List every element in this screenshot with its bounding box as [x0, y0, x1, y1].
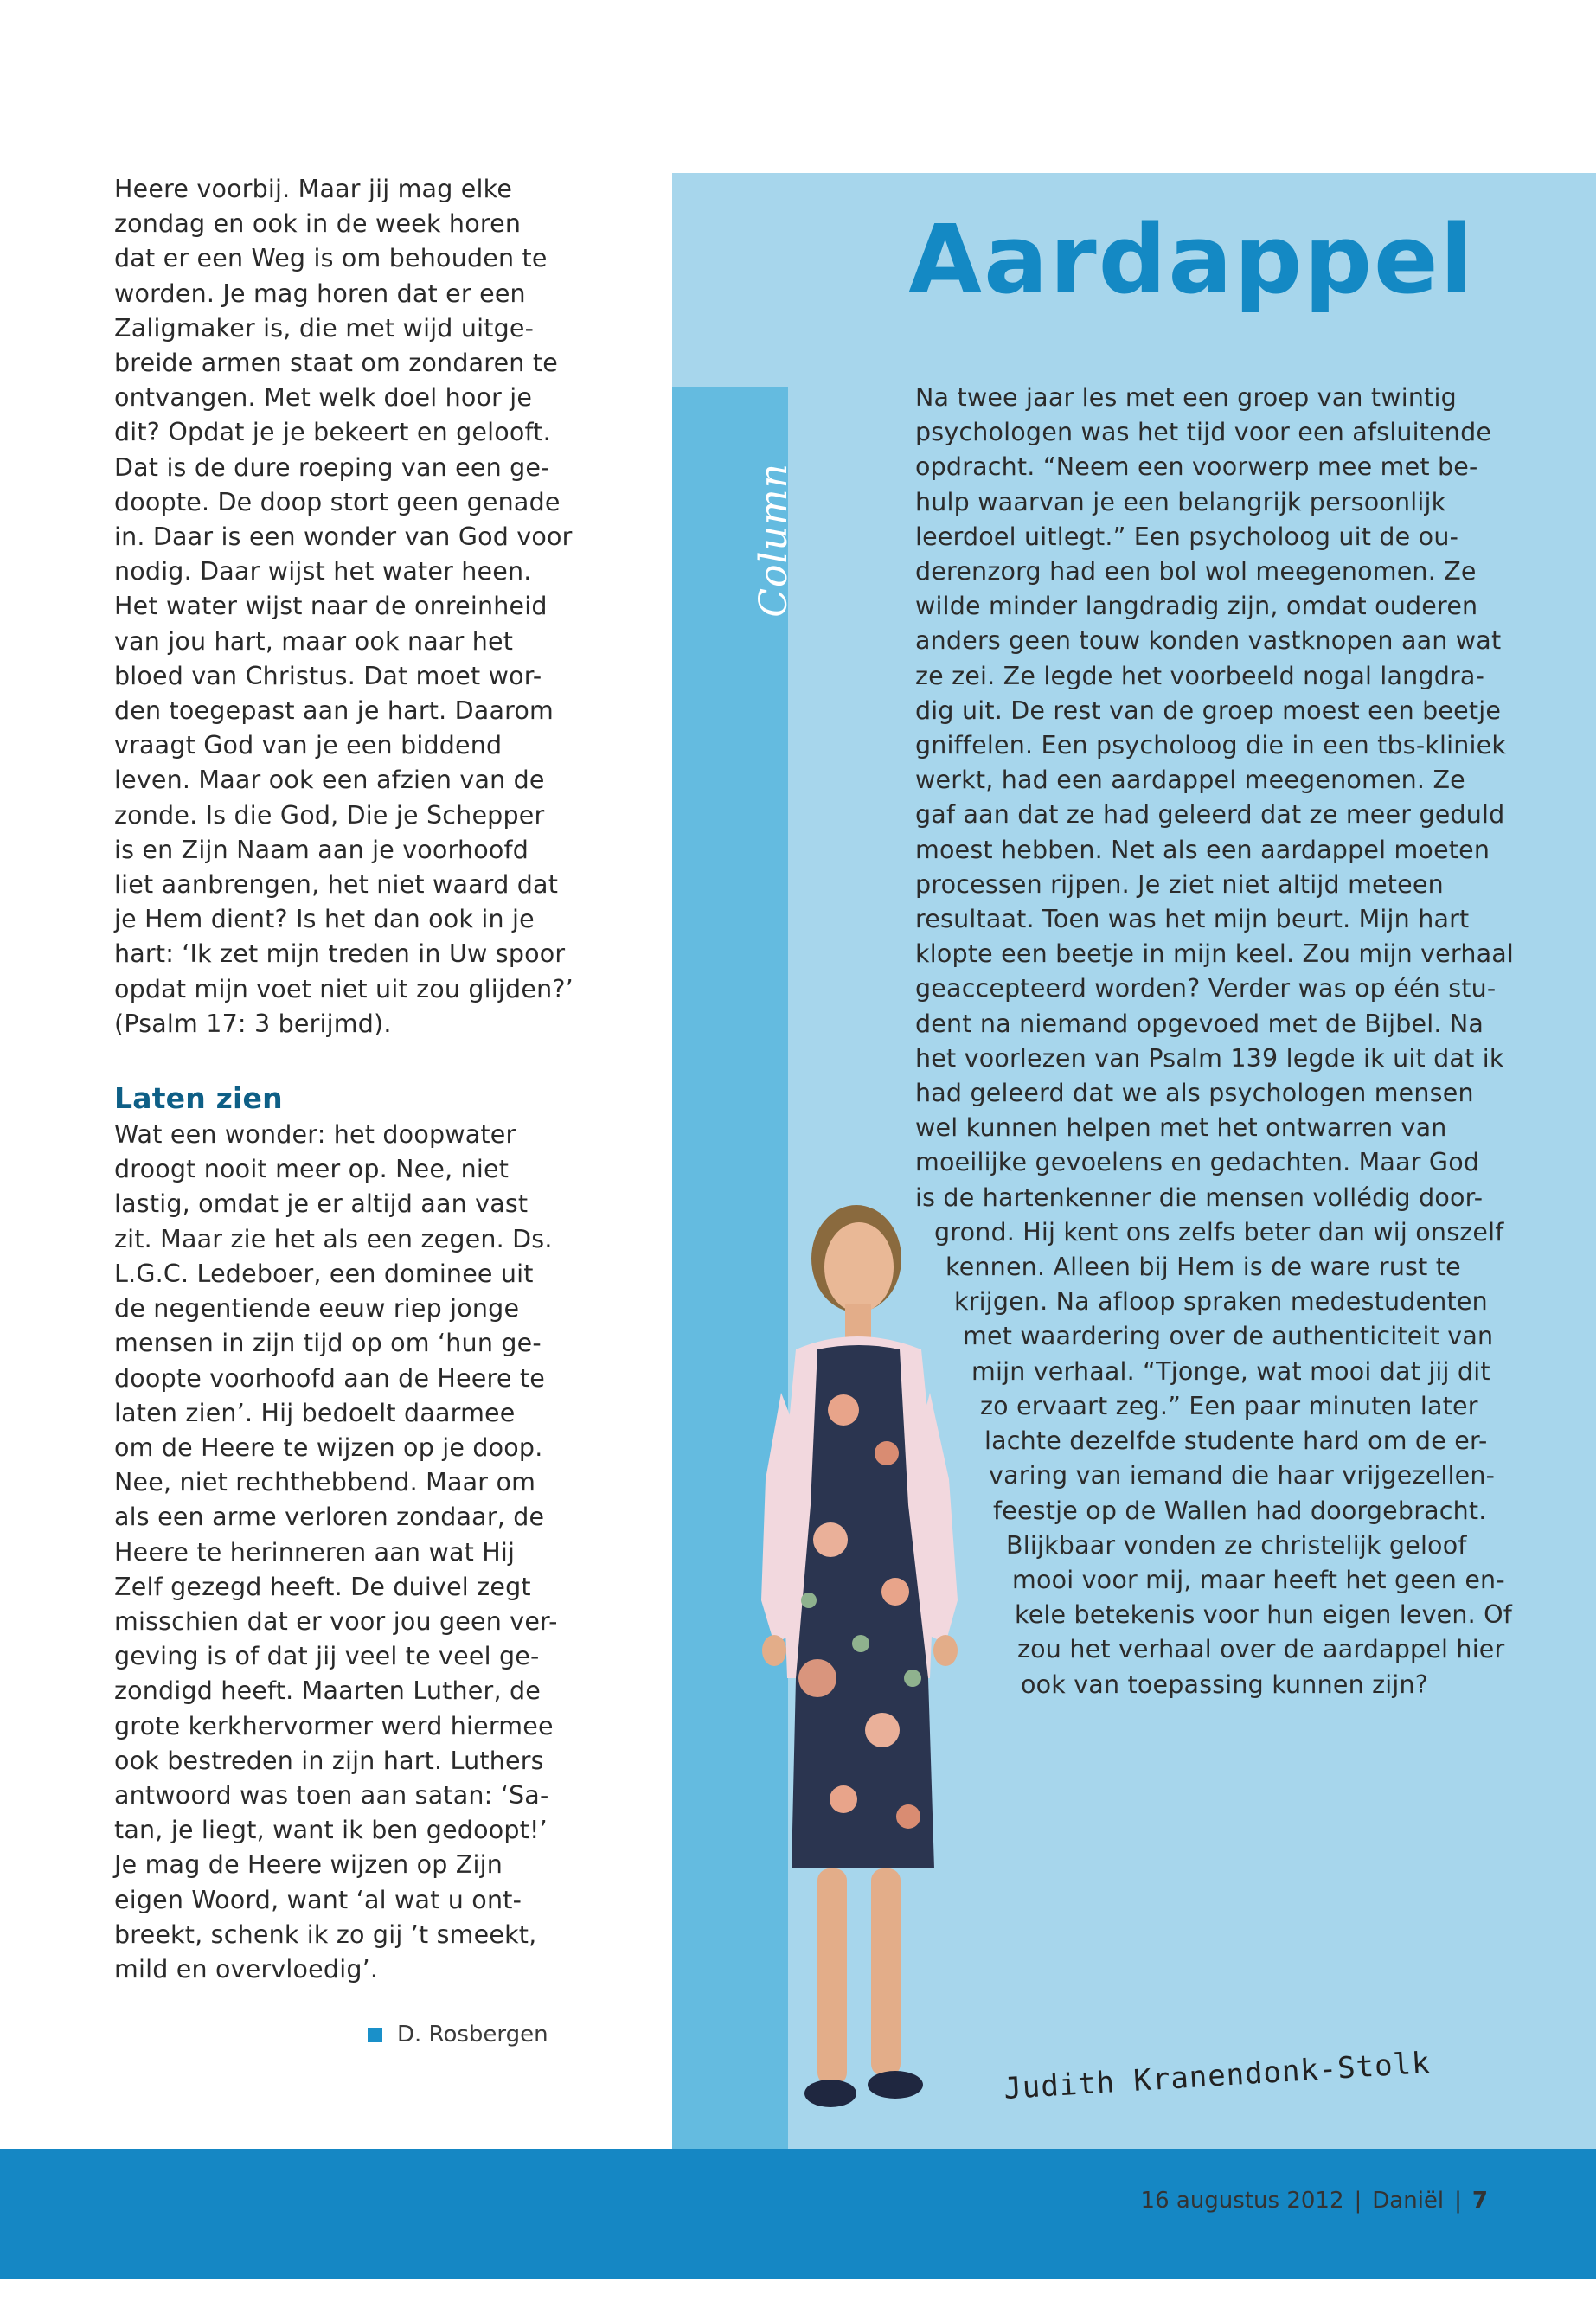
column-text-line: zou het verhaal over de aardappel hier — [1017, 1635, 1505, 1664]
left-text-line: om de Heere te wijzen op je doop. — [114, 1433, 543, 1462]
left-text-line: je Hem dient? Is het dan ook in je — [114, 905, 535, 934]
left-text-line: L.G.C. Ledeboer, een dominee uit — [114, 1259, 534, 1288]
column-text-line: processen rijpen. Je ziet niet altijd meteen — [915, 869, 1444, 899]
author-credit — [368, 2022, 548, 2048]
left-text-line: breide armen staat om zondaren te — [114, 349, 558, 378]
left-text-line: den toegepast aan je hart. Daarom — [114, 696, 554, 726]
left-text-line: mensen in zijn tijd op om ‘hun ge- — [114, 1329, 542, 1358]
column-text-line: lachte dezelfde studente hard om de er- — [984, 1426, 1488, 1456]
column-text-line: met waardering over de authenticiteit van — [963, 1322, 1494, 1351]
left-text-line: zondigd heeft. Maarten Luther, de — [114, 1676, 542, 1706]
left-text-line: ontvangen. Met welk doel hoor je — [114, 383, 533, 413]
left-text-line: antwoord was toen aan satan: ‘Sa- — [114, 1780, 549, 1810]
column-text-line: ze zei. Ze legde het voorbeeld nogal langdra- — [915, 661, 1485, 690]
left-text-line: Heere voorbij. Maar jij mag elke — [114, 175, 513, 203]
footer-separator-1: | — [1354, 2188, 1362, 2214]
left-text-line: tan, je liegt, want ik ben gedoopt!’ — [114, 1816, 548, 1845]
column-text-line: gaf aan dat ze had geleerd dat ze meer geduld — [915, 800, 1505, 830]
left-text-line: Het water wijst naar de onreinheid — [114, 592, 548, 621]
column-text-line: anders geen touw konden vastknopen aan wat — [915, 626, 1502, 656]
column-text-line: Blijkbaar vonden ze christelijk geloof — [1006, 1530, 1467, 1560]
left-text-line: Je mag de Heere wijzen op Zijn — [114, 1850, 503, 1880]
left-text-line: Zaligmaker is, die met wijd uitge- — [114, 313, 535, 343]
left-text-line: nodig. Daar wijst het water heen. — [114, 557, 532, 586]
left-text-line: van jou hart, maar ook naar het — [114, 626, 514, 656]
left-text-line: in. Daar is een wonder van God voor — [114, 522, 573, 552]
column-text-line: ook van toepassing kunnen zijn? — [1021, 1670, 1429, 1699]
column-text-line: kennen. Alleen bij Hem is de ware rust te — [945, 1253, 1461, 1282]
column-text-line: hulp waarvan je een belangrijk persoonlijk — [915, 487, 1446, 516]
author-square-icon — [368, 2028, 382, 2042]
left-text-line: lastig, omdat je er altijd aan vast — [114, 1189, 529, 1219]
column-text-line: het voorlezen van Psalm 139 legde ik uit dat ik — [915, 1043, 1504, 1073]
left-text-line: droogt nooit meer op. Nee, niet — [114, 1155, 510, 1184]
footer-info — [1141, 2188, 1488, 2214]
left-text-line: doopte voorhoofd aan de Heere te — [114, 1363, 545, 1393]
left-text-line: als een arme verloren zondaar, de — [114, 1503, 545, 1532]
column-text-line: moest hebben. Net als een aardappel moeten — [915, 835, 1490, 864]
column-text-line: dig uit. De rest van de groep moest een beetje — [915, 695, 1502, 725]
left-text-line: breekt, schenk ik zo gij ’t smeekt, — [114, 1920, 537, 1949]
left-text-line: laten zien’. Hij bedoelt daarmee — [114, 1398, 516, 1427]
author-photo — [714, 1194, 1008, 2154]
left-text-line: eigen Woord, want ‘al wat u ont- — [114, 1885, 522, 1914]
column-text-line: werkt, had een aardappel meegenomen. Ze — [915, 766, 1465, 795]
author-name: D. Rosbergen — [397, 2022, 548, 2048]
left-text-line: hart: ‘Ik zet mijn treden in Uw spoor — [114, 939, 566, 969]
column-text-line: varing van iemand die haar vrijgezellen- — [989, 1461, 1496, 1490]
left-text-line: geving is of dat jij veel te veel ge- — [114, 1642, 540, 1671]
left-text-line: ook bestreden in zijn hart. Luthers — [114, 1746, 544, 1775]
footer-magazine: Daniël — [1372, 2188, 1445, 2214]
column-text-line: resultaat. Toen was het mijn beurt. Mijn hart — [915, 905, 1470, 934]
section-heading: Laten zien — [114, 1081, 283, 1116]
column-text-line: leerdoel uitlegt.” Een psycholoog uit de ou- — [915, 522, 1459, 551]
column-text-line: Na twee jaar les met een groep van twintig — [915, 383, 1457, 412]
left-text-line: zondag en ook in de week horen — [114, 209, 522, 239]
left-text-line: Wat een wonder: het doopwater — [114, 1120, 516, 1150]
left-text-line: dat er een Weg is om behouden te — [114, 244, 548, 273]
column-text-line: wilde minder langdradig zijn, omdat ouderen — [915, 592, 1478, 621]
left-text-line: grote kerkhervormer werd hiermee — [114, 1711, 554, 1740]
left-paragraph-2 — [114, 1118, 564, 1987]
column-text-line: had geleerd dat we als psychologen mensen — [915, 1079, 1474, 1108]
column-text-line: is de hartenkenner die mensen vollédig door- — [915, 1183, 1484, 1212]
column-text-line: grond. Hij kent ons zelfs beter dan wij onszelf — [934, 1217, 1504, 1247]
footer-date: 16 augustus 2012 — [1140, 2188, 1344, 2214]
left-text-line: dit? Opdat je je bekeert en gelooft. — [114, 418, 551, 447]
column-text-line: zo ervaart zeg.” Een paar minuten later — [980, 1391, 1478, 1420]
left-text-line: Dat is de dure roeping van een ge- — [114, 452, 550, 482]
left-text-line: is en Zijn Naam aan je voorhoofd — [114, 835, 529, 864]
column-text-line: mijn verhaal. “Tjonge, wat mooi dat jij dit — [971, 1356, 1490, 1386]
column-text-line: opdracht. “Neem een voorwerp mee met be- — [915, 452, 1478, 482]
bottom-margin — [0, 2279, 1596, 2301]
left-text-line: leven. Maar ook een afzien van de — [114, 766, 545, 795]
column-text-line: derenzorg had een bol wol meegenomen. Ze — [915, 557, 1477, 586]
column-text-line: gniffelen. Een psycholoog die in een tbs-kliniek — [915, 731, 1507, 760]
left-text-line: de negentiende eeuw riep jonge — [114, 1294, 520, 1324]
column-text-line: feestje op de Wallen had doorgebracht. — [993, 1496, 1487, 1525]
footer-separator-2: | — [1454, 2188, 1462, 2214]
left-text-line: Zelf gezegd heeft. De duivel zegt — [114, 1572, 531, 1601]
left-text-line: vraagt God van je een biddend — [114, 731, 503, 760]
footer-bar — [0, 2149, 1596, 2279]
left-text-line: mild en overvloedig’. — [114, 1954, 379, 1984]
left-column-article — [114, 172, 574, 1987]
left-text-line: zonde. Is die God, Die je Schepper — [114, 800, 545, 830]
left-text-line: worden. Je mag horen dat er een — [114, 279, 526, 308]
left-paragraph-1 — [114, 172, 574, 1042]
left-text-line: doopte. De doop stort geen genade — [114, 487, 561, 516]
left-text-line: Nee, niet rechthebbend. Maar om — [114, 1468, 536, 1497]
column-text-line: psychologen was het tijd voor een afsluitende — [915, 418, 1492, 447]
left-text-line: bloed van Christus. Dat moet wor- — [114, 661, 542, 690]
column-text-line: kele betekenis voor hun eigen leven. Of — [1015, 1600, 1513, 1630]
column-text-line: krijgen. Na afloop spraken medestudenten — [954, 1287, 1488, 1317]
column-text-line: mooi voor mij, maar heeft het geen en- — [1012, 1565, 1505, 1594]
footer-page-number: 7 — [1471, 2188, 1488, 2214]
column-title: Aardappel — [908, 204, 1475, 315]
left-text-line: liet aanbrengen, het niet waard dat — [114, 870, 559, 900]
column-text-line: wel kunnen helpen met het ontwarren van — [915, 1113, 1447, 1143]
left-text-line: (Psalm 17: 3 berijmd). — [114, 1009, 392, 1038]
left-text-line: Heere te herinneren aan wat Hij — [114, 1537, 516, 1567]
left-text-line: zit. Maar zie het als een zegen. Ds. — [114, 1224, 553, 1253]
column-text-line: dent na niemand opgevoed met de Bijbel. Na — [915, 1009, 1484, 1038]
left-text-line: opdat mijn voet niet uit zou glijden?’ — [114, 974, 574, 1003]
left-text-line: misschien dat er voor jou geen ver- — [114, 1606, 558, 1636]
column-text-line: moeilijke gevoelens en gedachten. Maar God — [915, 1148, 1480, 1177]
column-text-line: klopte een beetje in mijn keel. Zou mijn verhaal — [915, 939, 1515, 969]
column-label: Column — [752, 463, 796, 618]
signature: Judith Kranendonk-Stolk — [1003, 2045, 1432, 2107]
column-text-line: geaccepteerd worden? Verder was op één stu- — [915, 974, 1497, 1003]
